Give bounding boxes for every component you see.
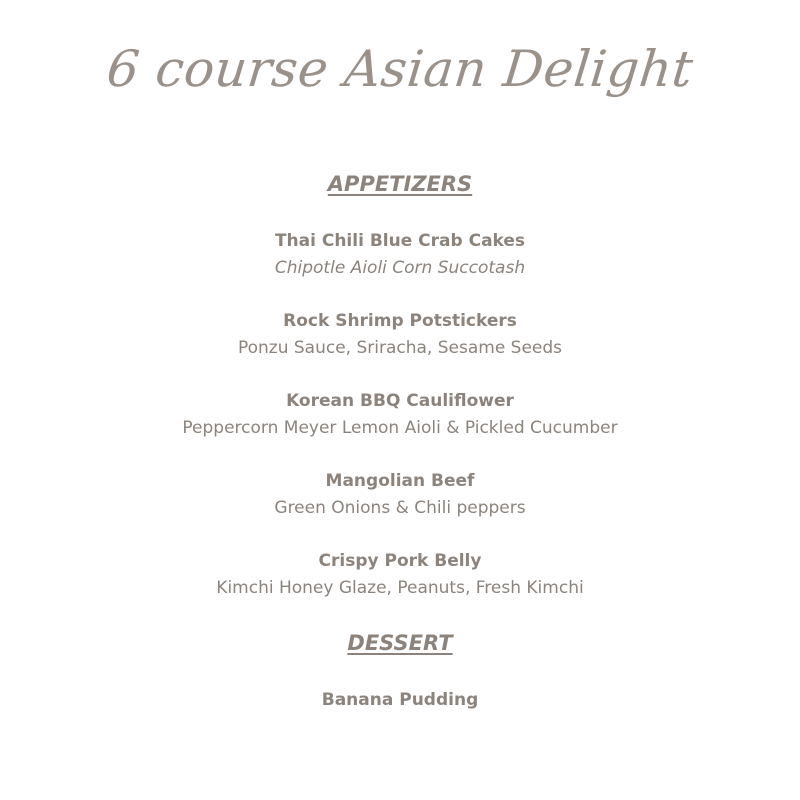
- menu-item-name: Crispy Pork Belly: [318, 551, 482, 571]
- menu-item-description: Ponzu Sauce, Sriracha, Sesame Seeds: [237, 338, 563, 358]
- menu-item: [0, 687, 800, 713]
- menu-item-description: Peppercorn Meyer Lemon Aioli & Pickled Cucumber: [182, 418, 618, 438]
- menu-item-name: Mangolian Beef: [325, 471, 475, 491]
- menu-item-name: Rock Shrimp Potstickers: [283, 311, 517, 331]
- section-heading-dessert: DESSERT: [347, 631, 453, 655]
- menu-item-name: Banana Pudding: [321, 690, 479, 710]
- section-heading-appetizers: APPETIZERS: [327, 172, 473, 196]
- menu-item: [0, 468, 800, 522]
- menu-item: [0, 308, 800, 362]
- menu-item: [0, 228, 800, 282]
- menu-item-description: Green Onions & Chili peppers: [274, 498, 526, 518]
- menu-title: 6 course Asian Delight: [104, 40, 696, 98]
- menu-item: [0, 548, 800, 602]
- menu-item-description: Chipotle Aioli Corn Succotash: [274, 258, 526, 278]
- menu-item-name: Korean BBQ Cauliflower: [286, 391, 514, 411]
- menu-item-description: Kimchi Honey Glaze, Peanuts, Fresh Kimchi: [216, 578, 584, 598]
- menu-item-name: Thai Chili Blue Crab Cakes: [274, 231, 526, 251]
- menu-item: [0, 388, 800, 442]
